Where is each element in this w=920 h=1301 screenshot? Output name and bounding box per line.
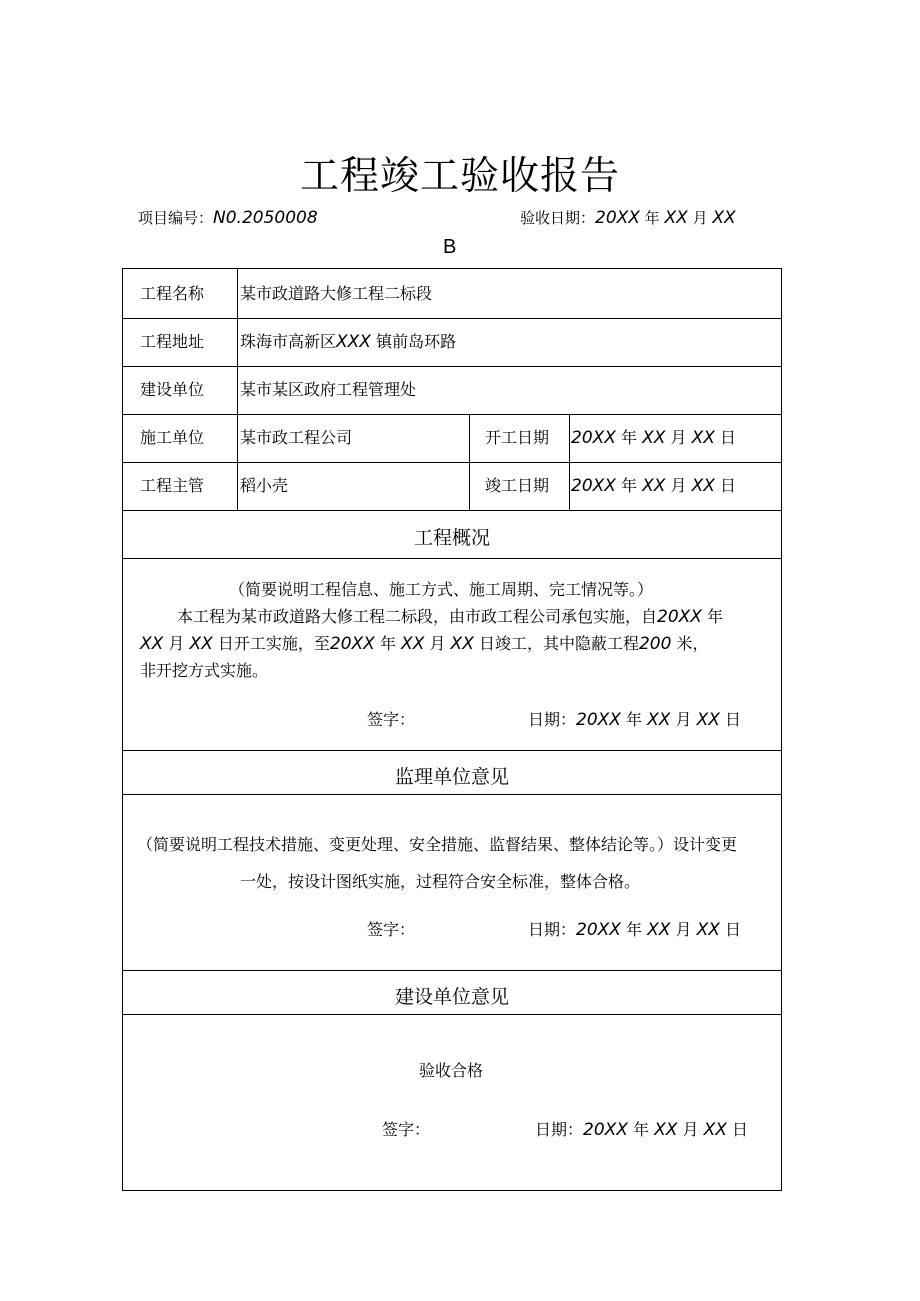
day-unit: 日	[725, 920, 742, 939]
finish-date-day: XX	[691, 476, 715, 496]
date-month: XX	[647, 710, 671, 730]
project-name-label: 工程名称	[140, 284, 205, 303]
overview-month: XX	[140, 634, 164, 654]
project-address-value	[240, 332, 456, 352]
owner-opinion: 验收合格	[419, 1061, 484, 1080]
row-divider	[123, 318, 781, 319]
overview-title: 工程概况	[413, 527, 490, 549]
acceptance-date	[520, 207, 736, 228]
day-unit: 日	[720, 428, 737, 447]
contractor-label: 施工单位	[140, 428, 205, 447]
finish-date-month: XX	[642, 476, 666, 496]
row-divider	[123, 750, 781, 751]
year-unit: 年	[633, 1120, 650, 1139]
overview-hint: （简要说明工程信息、施工方式、施工周期、完工情况等。）	[229, 580, 654, 599]
builder-value: 某市某区政府工程管理处	[240, 380, 417, 399]
date-label: 日期：	[528, 920, 577, 939]
month-unit: 月	[682, 1120, 699, 1139]
supervisor-date	[528, 920, 741, 940]
row-divider	[123, 1014, 781, 1015]
column-divider	[469, 414, 470, 510]
supervisor-title: 监理单位意见	[394, 766, 509, 788]
overview-year: 20XX	[329, 634, 375, 654]
column-divider	[569, 414, 570, 510]
overview-text: 年	[379, 634, 396, 653]
address-placeholder: XXX	[336, 332, 371, 352]
start-date-day: XX	[691, 428, 715, 448]
project-address-label: 工程地址	[140, 332, 205, 351]
date-month: XX	[654, 1120, 678, 1140]
row-divider	[123, 558, 781, 559]
owner-date	[535, 1120, 748, 1140]
overview-day: XX	[189, 634, 213, 654]
row-divider	[123, 794, 781, 795]
overview-text: 年	[707, 607, 724, 626]
supervisor-signature-label: 签字：	[367, 920, 416, 939]
acceptance-form	[122, 268, 782, 1191]
start-date-label: 开工日期	[485, 428, 550, 447]
day-unit: 日	[720, 476, 737, 495]
owner-signature-label: 签字：	[382, 1120, 431, 1139]
supervisor-line-1: （简要说明工程技术措施、变更处理、安全措施、监督结果、整体结论等。）设计变更	[137, 835, 738, 854]
day-unit: 日	[725, 710, 742, 729]
builder-label: 建设单位	[140, 380, 205, 399]
month-unit: 月	[675, 710, 692, 729]
month-unit: 月	[692, 209, 708, 227]
contractor-value: 某市政工程公司	[240, 428, 353, 447]
finish-date-label: 竣工日期	[485, 476, 550, 495]
start-date-month: XX	[642, 428, 666, 448]
overview-text: 日竣工，其中隐蔽工程	[478, 634, 639, 653]
acceptance-date-year: 20XX	[595, 208, 640, 228]
row-divider	[123, 462, 781, 463]
overview-line-2	[140, 630, 709, 658]
overview-length: 200	[638, 634, 672, 654]
year-unit: 年	[626, 710, 643, 729]
year-unit: 年	[626, 920, 643, 939]
date-day: XX	[703, 1120, 727, 1140]
finish-date-year: 20XX	[571, 476, 616, 496]
overview-line-1	[177, 603, 723, 631]
date-day: XX	[696, 920, 720, 940]
supervisor-line-2: 一处，按设计图纸实施，过程符合安全标准，整体合格。	[240, 872, 641, 891]
date-year: 20XX	[576, 710, 621, 730]
date-label: 日期：	[535, 1120, 584, 1139]
owner-title: 建设单位意见	[394, 986, 509, 1008]
year-unit: 年	[644, 209, 660, 227]
start-date-value	[571, 428, 736, 448]
row-divider	[123, 366, 781, 367]
page-title: 工程竣工验收报告	[299, 154, 620, 199]
year-unit: 年	[621, 428, 638, 447]
date-year: 20XX	[576, 920, 621, 940]
year-unit: 年	[621, 476, 638, 495]
finish-date-value	[571, 476, 736, 496]
row-divider	[123, 414, 781, 415]
date-label: 日期：	[528, 710, 577, 729]
overview-text: 月	[168, 634, 185, 653]
date-year: 20XX	[583, 1120, 628, 1140]
overview-text: 日开工实施，至	[217, 634, 330, 653]
overview-day: XX	[450, 634, 474, 654]
manager-label: 工程主管	[140, 476, 205, 495]
start-date-year: 20XX	[571, 428, 616, 448]
project-name-value: 某市政道路大修工程二标段	[240, 284, 433, 303]
project-number	[138, 207, 318, 228]
row-divider	[123, 510, 781, 511]
overview-year: 20XX	[657, 607, 702, 627]
address-suffix: 镇前岛环路	[376, 332, 457, 351]
overview-text: 月	[429, 634, 446, 653]
row-divider	[123, 970, 781, 971]
overview-text: 本工程为某市政道路大修工程二标段，由市政工程公司承包实施，自	[177, 607, 658, 626]
address-prefix: 珠海市高新区	[240, 332, 337, 351]
overview-date	[528, 710, 741, 730]
month-unit: 月	[670, 428, 687, 447]
date-month: XX	[647, 920, 671, 940]
overview-month: XX	[401, 634, 425, 654]
overview-text: 米，	[676, 634, 709, 653]
month-unit: 月	[675, 920, 692, 939]
project-number-label: 项目编号：	[138, 209, 214, 227]
acceptance-date-month: XX	[664, 208, 688, 228]
month-unit: 月	[670, 476, 687, 495]
manager-value: 稻小壳	[240, 476, 289, 495]
acceptance-date-overflow: B	[443, 236, 457, 258]
column-divider	[237, 269, 238, 510]
day-unit: 日	[732, 1120, 749, 1139]
acceptance-date-day: XX	[712, 208, 736, 228]
date-day: XX	[696, 710, 720, 730]
overview-line-3: 非开挖方式实施。	[140, 661, 269, 680]
acceptance-date-label: 验收日期：	[520, 209, 596, 227]
overview-signature-label: 签字：	[367, 710, 416, 729]
project-number-value: N0.2050008	[213, 208, 318, 228]
